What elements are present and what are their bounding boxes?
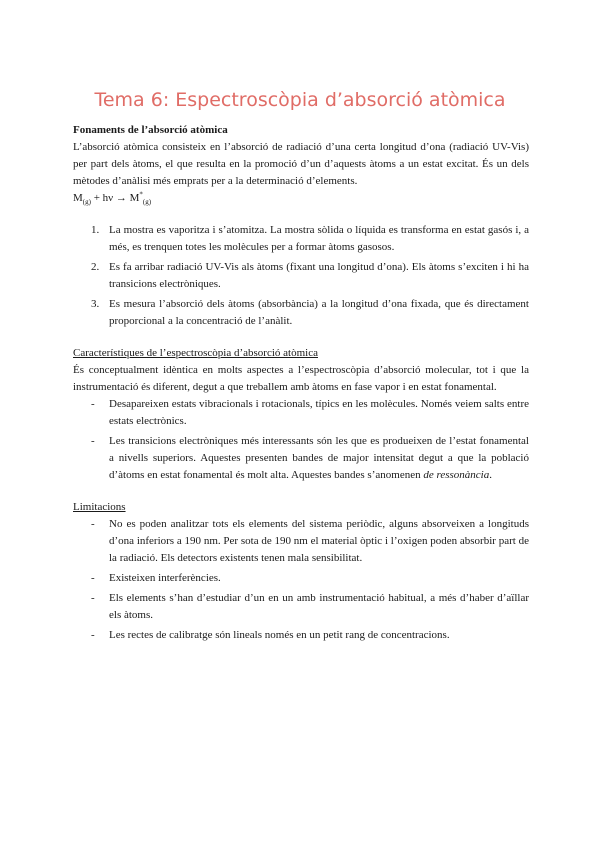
section-heading: Fonaments de l’absorció atòmica <box>73 124 228 136</box>
document-body <box>73 122 529 647</box>
list-item: - Existeixen interferències. <box>91 572 221 584</box>
section-fonaments <box>73 122 529 330</box>
paragraph: És conceptualment idèntica en molts aspectes a l’espectroscòpia d’absorció molecular, tot i que la instrumentació és diferent, degut a que treballem amb àtoms en fase vapor i en estat fonamental. <box>73 364 529 393</box>
section-caracteristiques <box>73 345 529 484</box>
list-item: - Les transicions electròniques més interessants són les que es produeixen de l’estat fonamental a nivells superiors. Aquestes presenten bandes de major intensitat degut a que la població d’àtoms en estat fonamental és molt alta. Aquestes bandes s’anomenen de ressonància. <box>91 435 529 481</box>
list-item: - Els elements s’han d’estudiar d’un en un amb instrumentació habitual, a més d’haber d’aïllar els àtoms. <box>91 592 529 621</box>
page-title: Tema 6: Espectroscòpia d’absorció atòmica <box>94 88 506 111</box>
bullet-list <box>73 396 529 484</box>
reaction-formula: $M_{(g)} + h\nu \to M^*_{(g)}$ <box>73 190 152 207</box>
list-item: 1. La mostra es vaporitza i s’atomitza. La mostra sòlida o líquida es transforma en estat gasós i, a més, es trenquen totes les molècules per a formar àtoms gasosos. <box>91 224 529 253</box>
list-item: - Desapareixen estats vibracionals i rotacionals, típics en les molècules. Només veiem salts entre estats electrònics. <box>91 398 529 427</box>
list-item: 3. Es mesura l’absorció dels àtoms (absorbància) a la longitud d’ona fixada, que és directament proporcional a la concentració de l’anàlit. <box>91 298 529 327</box>
section-heading: Característiques de l’espectroscòpia d’absorció atòmica <box>73 347 318 359</box>
section-heading: Limitacions <box>73 501 126 513</box>
list-item: - No es poden analitzar tots els elements del sistema periòdic, alguns absorveixen a longituds d’ona inferiors a 190 nm. Per sota de 190 nm el material òptic i l’oxigen poden absorbir part de la radiació. Els detectors existents tenen mala sensibilitat. <box>91 518 529 564</box>
list-item: 2. Es fa arribar radiació UV-Vis als àtoms (fixant una longitud d’ona). Els àtoms s’exciten i hi ha transicions electròniques. <box>91 261 529 290</box>
bullet-list <box>73 516 529 644</box>
steps-list <box>73 222 529 330</box>
paragraph: L’absorció atòmica consisteix en l’absorció de radiació d’una certa longitud d’ona (radiació UV-Vis) per part dels àtoms, el que resulta en la promoció d’un d’aquests àtoms a un estat excitat. És un dels mètodes d’anàlisi més emprats per a la determinació d’elements. <box>73 141 529 187</box>
list-item: - Les rectes de calibratge són lineals només en un petit rang de concentracions. <box>91 629 450 641</box>
section-limitacions <box>73 499 529 644</box>
emphasis-text: de ressonància <box>423 469 490 481</box>
